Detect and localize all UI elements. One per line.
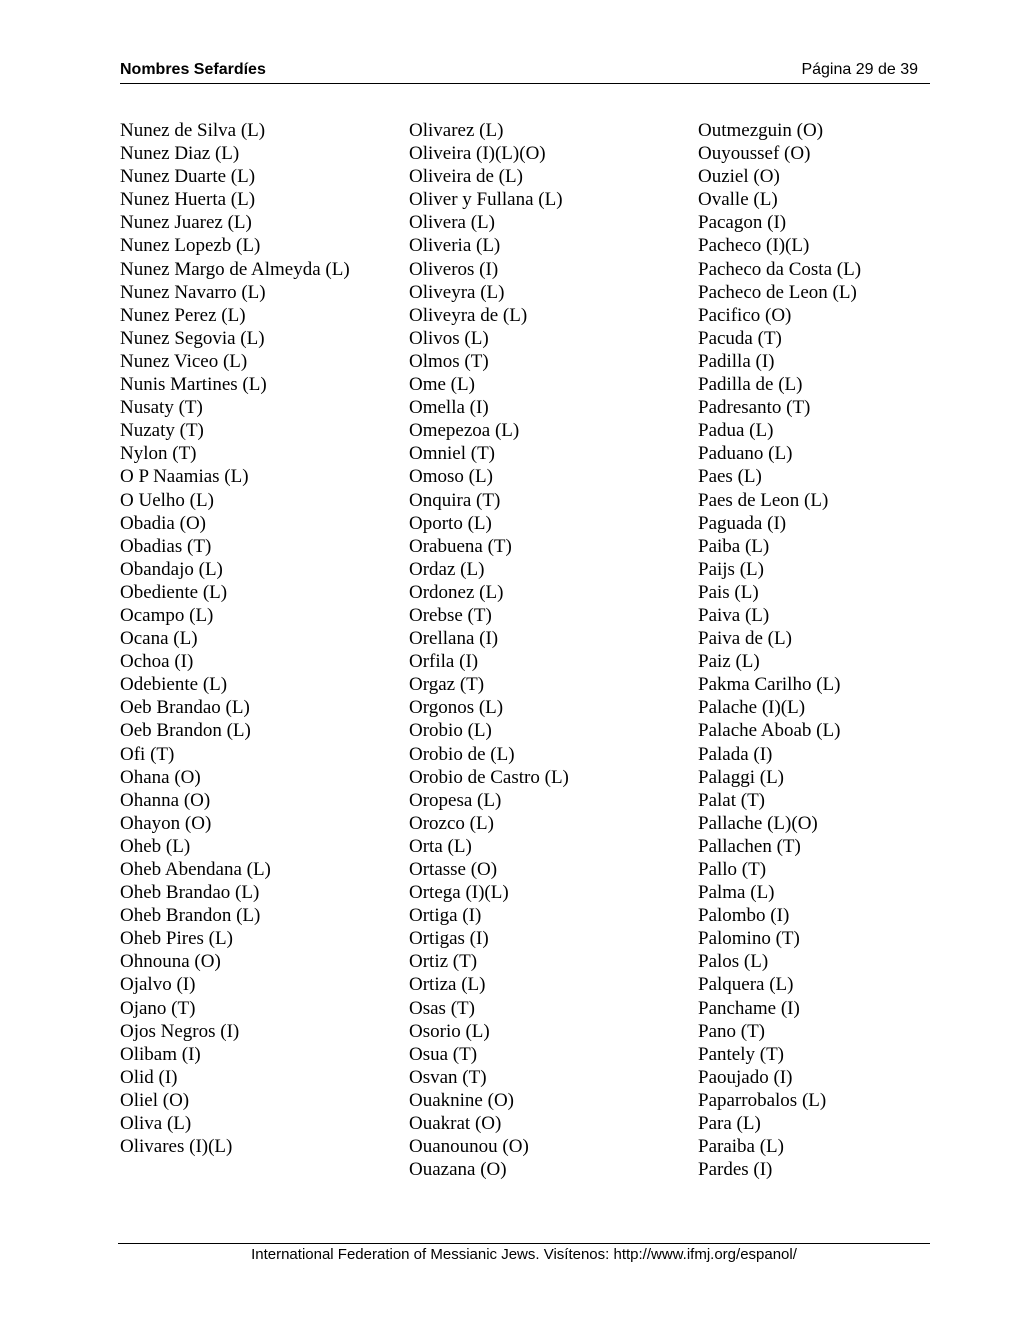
name-entry: Ordonez (L) xyxy=(409,581,504,603)
name-entry: Ome (L) xyxy=(409,374,475,396)
name-entry: Oeb Brandon (L) xyxy=(120,720,251,742)
name-entry: Palat (T) xyxy=(698,789,766,811)
name-entry: Orgonos (L) xyxy=(409,697,504,719)
name-entry: Olivarez (L) xyxy=(409,120,504,141)
name-entry: Paoujado (I) xyxy=(698,1066,793,1088)
name-entry: Nunez Juarez (L) xyxy=(120,212,252,234)
name-entry: O P Naamias (L) xyxy=(120,466,249,488)
name-entry: Oliveros (I) xyxy=(409,258,499,280)
name-entry: Paes de Leon (L) xyxy=(698,489,829,511)
name-entry: Nylon (T) xyxy=(120,443,197,465)
name-entry: Palada (I) xyxy=(698,743,773,765)
name-entry: Palombo (I) xyxy=(698,905,790,927)
name-entry: Obandajo (L) xyxy=(120,558,223,580)
name-entry: Nunez Navarro (L) xyxy=(120,281,266,303)
name-entry: Palos (L) xyxy=(698,951,769,973)
name-entry: Panchame (I) xyxy=(698,997,800,1019)
name-entry: Para (L) xyxy=(698,1113,761,1135)
name-entry: Orebse (T) xyxy=(409,604,492,626)
name-entry: Nunez Margo de Almeyda (L) xyxy=(120,258,350,280)
name-entry: Olivos (L) xyxy=(409,327,489,349)
name-entry: Padilla (I) xyxy=(698,350,775,372)
name-entry: Olivares (I)(L) xyxy=(120,1136,233,1158)
name-entry: Ortiga (I) xyxy=(409,905,482,927)
name-column-1 xyxy=(120,119,350,1158)
document-title: Nombres Sefardíes xyxy=(120,61,266,78)
name-entry: Olmos (T) xyxy=(409,350,489,372)
name-entry: Obadia (O) xyxy=(120,512,206,534)
name-entry: Paes (L) xyxy=(698,466,762,488)
name-entry: Ochoa (I) xyxy=(120,651,194,673)
name-entry: Padresanto (T) xyxy=(698,397,811,419)
name-entry: Pallache (L)(O) xyxy=(698,812,818,834)
name-entry: Oheb Brandon (L) xyxy=(120,905,261,927)
name-entry: Omella (I) xyxy=(409,397,489,419)
name-entry: Paiba (L) xyxy=(698,535,770,557)
name-entry: Oliveira (I)(L)(O) xyxy=(409,143,546,165)
name-entry: Ortiz (T) xyxy=(409,951,478,973)
name-entry: Oliver y Fullana (L) xyxy=(409,189,563,211)
name-entry: Oheb (L) xyxy=(120,835,191,857)
name-entry: Ocampo (L) xyxy=(120,604,214,626)
name-entry: Nusaty (T) xyxy=(120,397,203,419)
footer-text: International Federation of Messianic Jews. Visítenos: http://www.ifmj.org/espanol/ xyxy=(251,1246,797,1263)
name-entry: Padilla de (L) xyxy=(698,374,803,396)
name-entry: Outmezguin (O) xyxy=(698,120,824,141)
name-entry: Olid (I) xyxy=(120,1066,178,1088)
name-entry: Palache (I)(L) xyxy=(698,697,806,719)
name-column-2 xyxy=(409,119,679,1181)
name-entry: Palaggi (L) xyxy=(698,766,785,788)
name-entry: Paiz (L) xyxy=(698,651,760,673)
name-entry: Oheb Pires (L) xyxy=(120,928,233,950)
name-entry: Orozco (L) xyxy=(409,812,494,834)
name-entry: Omniel (T) xyxy=(409,443,496,465)
name-entry: Omepezoa (L) xyxy=(409,420,520,442)
page-number: Página 29 de 39 xyxy=(801,61,918,78)
name-entry: Ohana (O) xyxy=(120,766,201,788)
name-entry: Oliva (L) xyxy=(120,1113,192,1135)
name-entry: Omoso (L) xyxy=(409,466,493,488)
name-entry: Obediente (L) xyxy=(120,581,228,603)
name-entry: Paduano (L) xyxy=(698,443,793,465)
name-entry: Oropesa (L) xyxy=(409,789,502,811)
name-entry: Ouakrat (O) xyxy=(409,1113,502,1135)
name-entry: Oheb Brandao (L) xyxy=(120,882,260,904)
name-entry: Paijs (L) xyxy=(698,558,764,580)
name-entry: Osua (T) xyxy=(409,1043,478,1065)
name-entry: Oheb Abendana (L) xyxy=(120,859,271,880)
name-entry: Pallo (T) xyxy=(698,859,767,880)
name-entry: Osorio (L) xyxy=(409,1020,490,1042)
name-entry: Ovalle (L) xyxy=(698,189,778,211)
name-entry: Ohanna (O) xyxy=(120,789,211,811)
name-entry: Oliveira de (L) xyxy=(409,166,523,188)
name-entry: Palache Aboab (L) xyxy=(698,720,841,742)
name-entry: Pacheco (I)(L) xyxy=(698,235,810,257)
page-footer xyxy=(118,1243,930,1263)
name-entry: Ojano (T) xyxy=(120,997,196,1019)
name-entry: Ouaknine (O) xyxy=(409,1089,514,1111)
name-entry: Pacifico (O) xyxy=(698,304,792,326)
name-entry: Orfila (I) xyxy=(409,651,479,673)
name-entry: Orgaz (T) xyxy=(409,674,485,696)
name-entry: Ortasse (O) xyxy=(409,859,498,880)
name-entry: Nunez de Silva (L) xyxy=(120,120,266,141)
name-entry: Pacagon (I) xyxy=(698,212,787,234)
name-column-3 xyxy=(698,119,928,1181)
name-entry: Paraiba (L) xyxy=(698,1136,784,1158)
name-entry: Olibam (I) xyxy=(120,1043,201,1065)
name-entry: Palquera (L) xyxy=(698,974,794,996)
name-entry: Ojos Negros (I) xyxy=(120,1020,240,1042)
name-entry: Pacheco de Leon (L) xyxy=(698,281,857,303)
name-entry: Palma (L) xyxy=(698,882,775,904)
name-entry: Nunez Duarte (L) xyxy=(120,166,256,188)
name-entry: Nuzaty (T) xyxy=(120,420,204,442)
name-entry: Ohnouna (O) xyxy=(120,951,221,973)
name-entry: Pacheco da Costa (L) xyxy=(698,258,862,280)
name-entry: Ouazana (O) xyxy=(409,1159,507,1181)
name-entry: Paiva (L) xyxy=(698,604,770,626)
name-entry: Orobio de Castro (L) xyxy=(409,766,569,788)
name-entry: Oporto (L) xyxy=(409,512,492,534)
name-entry: Oliveria (L) xyxy=(409,235,501,257)
name-entry: Olivera (L) xyxy=(409,212,495,234)
name-entry: Osvan (T) xyxy=(409,1066,487,1088)
name-entry: Paguada (I) xyxy=(698,512,787,534)
name-entry: Nunez Huerta (L) xyxy=(120,189,256,211)
name-entry: Nunez Viceo (L) xyxy=(120,350,248,372)
name-entry: Pallachen (T) xyxy=(698,835,801,857)
name-entry: O Uelho (L) xyxy=(120,489,214,511)
name-entry: Ocana (L) xyxy=(120,628,198,650)
name-entry: Paiva de (L) xyxy=(698,628,792,650)
name-entry: Oliveyra de (L) xyxy=(409,304,528,326)
name-entry: Padua (L) xyxy=(698,420,774,442)
name-entry: Orabuena (T) xyxy=(409,535,512,557)
page-header xyxy=(120,60,930,84)
name-entry: Orobio de (L) xyxy=(409,743,515,765)
name-entry: Nunez Lopezb (L) xyxy=(120,235,261,257)
name-entry: Oeb Brandao (L) xyxy=(120,697,250,719)
name-entry: Orellana (I) xyxy=(409,628,499,650)
name-entry: Nunez Segovia (L) xyxy=(120,327,265,349)
name-entry: Osas (T) xyxy=(409,997,475,1019)
name-entry: Nunis Martines (L) xyxy=(120,374,267,396)
name-entry: Palomino (T) xyxy=(698,928,800,950)
name-entry: Ouanounou (O) xyxy=(409,1136,529,1158)
name-entry: Ortega (I)(L) xyxy=(409,882,509,904)
name-entry: Pardes (I) xyxy=(698,1159,773,1181)
name-entry: Ouziel (O) xyxy=(698,166,780,188)
name-entry: Pais (L) xyxy=(698,581,759,603)
name-entry: Paparrobalos (L) xyxy=(698,1089,827,1111)
name-entry: Oliveyra (L) xyxy=(409,281,505,303)
name-entry: Pantely (T) xyxy=(698,1043,785,1065)
name-entry: Odebiente (L) xyxy=(120,674,228,696)
name-entry: Ordaz (L) xyxy=(409,558,485,580)
name-entry: Ortiza (L) xyxy=(409,974,486,996)
name-entry: Obadias (T) xyxy=(120,535,212,557)
name-entry: Ojalvo (I) xyxy=(120,974,196,996)
name-entry: Oliel (O) xyxy=(120,1089,190,1111)
name-entry: Ofi (T) xyxy=(120,743,175,765)
name-entry: Pano (T) xyxy=(698,1020,766,1042)
name-entry: Ohayon (O) xyxy=(120,812,212,834)
name-columns xyxy=(120,119,920,1199)
name-entry: Pacuda (T) xyxy=(698,327,782,349)
name-entry: Onquira (T) xyxy=(409,489,501,511)
name-entry: Nunez Perez (L) xyxy=(120,304,246,326)
name-entry: Orobio (L) xyxy=(409,720,492,742)
name-entry: Ouyoussef (O) xyxy=(698,143,811,165)
name-entry: Pakma Carilho (L) xyxy=(698,674,841,696)
name-entry: Orta (L) xyxy=(409,835,472,857)
name-entry: Nunez Diaz (L) xyxy=(120,143,240,165)
name-entry: Ortigas (I) xyxy=(409,928,489,950)
